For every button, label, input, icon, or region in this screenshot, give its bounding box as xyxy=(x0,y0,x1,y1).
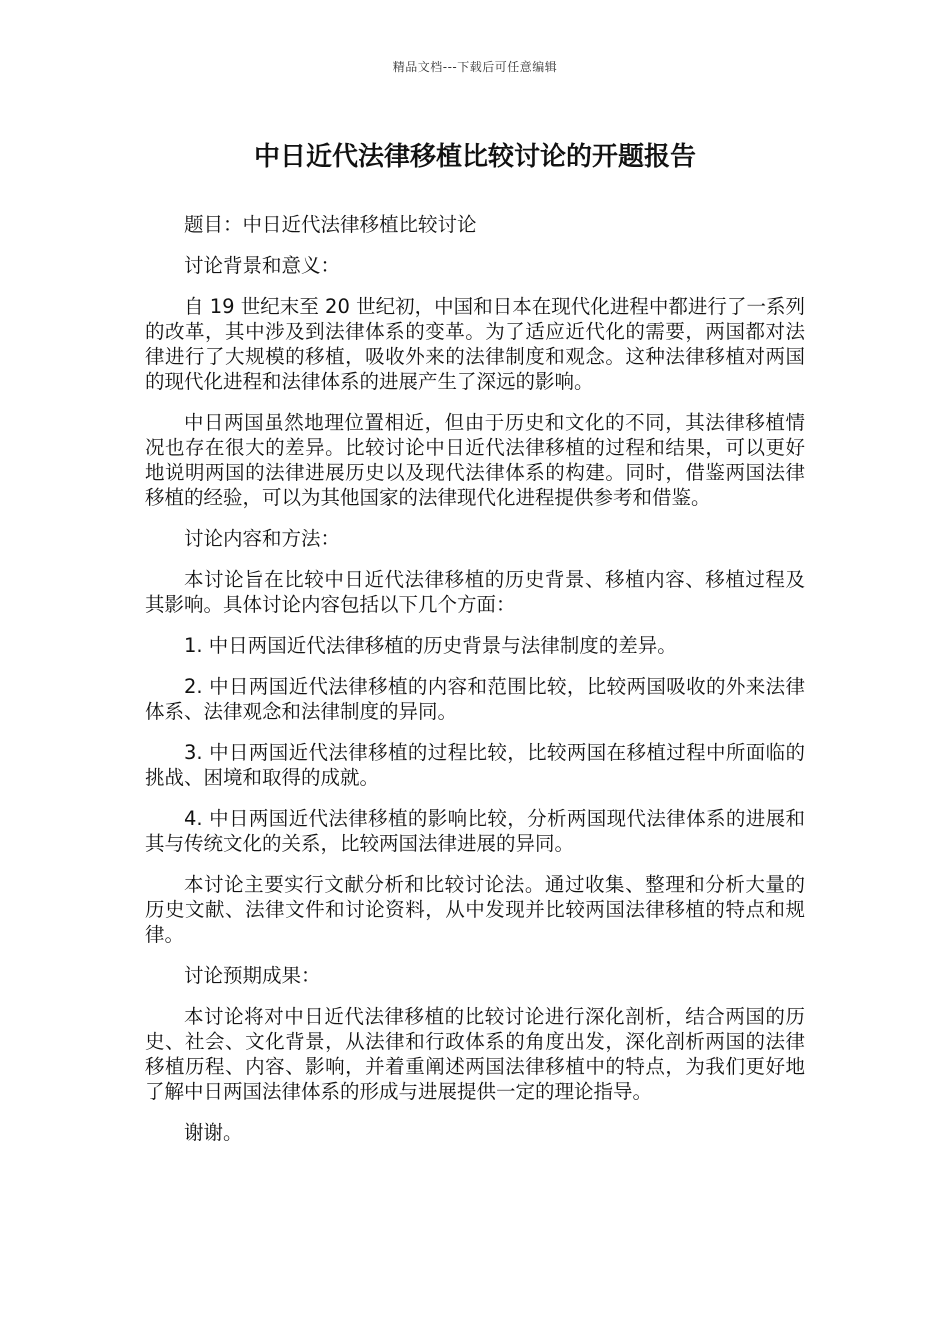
list-item-4: 4. 中日两国近代法律移植的影响比较，分析两国现代法律体系的进展和其与传统文化的关系，比较两国法律进展的异同。 xyxy=(145,807,805,855)
paragraph-content-intro: 本讨论旨在比较中日近代法律移植的历史背景、移植内容、移植过程及其影响。具体讨论内容包括以下几个方面： xyxy=(145,568,805,616)
list-item-2: 2. 中日两国近代法律移植的内容和范围比较，比较两国吸收的外来法律体系、法律观念和法律制度的异同。 xyxy=(145,675,805,723)
document-body xyxy=(145,212,805,1161)
paragraph-topic: 题目：中日近代法律移植比较讨论 xyxy=(184,213,477,236)
list-item-1: 1. 中日两国近代法律移植的历史背景与法律制度的差异。 xyxy=(184,634,677,657)
heading-content-method: 讨论内容和方法： xyxy=(184,527,341,550)
paragraph-method: 本讨论主要实行文献分析和比较讨论法。通过收集、整理和分析大量的历史文献、法律文件和讨论资料，从中发现并比较两国法律移植的特点和规律。 xyxy=(145,873,805,946)
heading-expected-results: 讨论预期成果： xyxy=(184,964,321,987)
paragraph-background-2: 中日两国虽然地理位置相近，但由于历史和文化的不同，其法律移植情况也存在很大的差异。比较讨论中日近代法律移植的过程和结果，可以更好地说明两国的法律进展历史以及现代法律体系的构建。同时，借鉴两国法律移植的经验，可以为其他国家的法律现代化进程提供参考和借鉴。 xyxy=(145,411,805,509)
paragraph-expected-results: 本讨论将对中日近代法律移植的比较讨论进行深化剖析，结合两国的历史、社会、文化背景，从法律和行政体系的角度出发，深化剖析两国的法律移植历程、内容、影响，并着重阐述两国法律移植中的特点，为我们更好地了解中日两国法律体系的形成与进展提供一定的理论指导。 xyxy=(145,1005,805,1103)
document-title: 中日近代法律移植比较讨论的开题报告 xyxy=(253,142,696,172)
paragraph-background-1: 自 19 世纪末至 20 世纪初，中国和日本在现代化进程中都进行了一系列的改革，其中涉及到法律体系的变革。为了适应近代化的需要，两国都对法律进行了大规模的移植，吸收外来的法律制度和观念。这种法律移植对两国的现代化进程和法律体系的进展产生了深远的影响。 xyxy=(145,295,805,393)
list-item-3: 3. 中日两国近代法律移植的过程比较，比较两国在移植过程中所面临的挑战、困境和取得的成就。 xyxy=(145,741,805,789)
paragraph-thanks: 谢谢。 xyxy=(184,1121,243,1144)
header-note: 精品文档---下载后可任意编辑 xyxy=(392,60,558,74)
heading-background: 讨论背景和意义： xyxy=(184,254,341,277)
